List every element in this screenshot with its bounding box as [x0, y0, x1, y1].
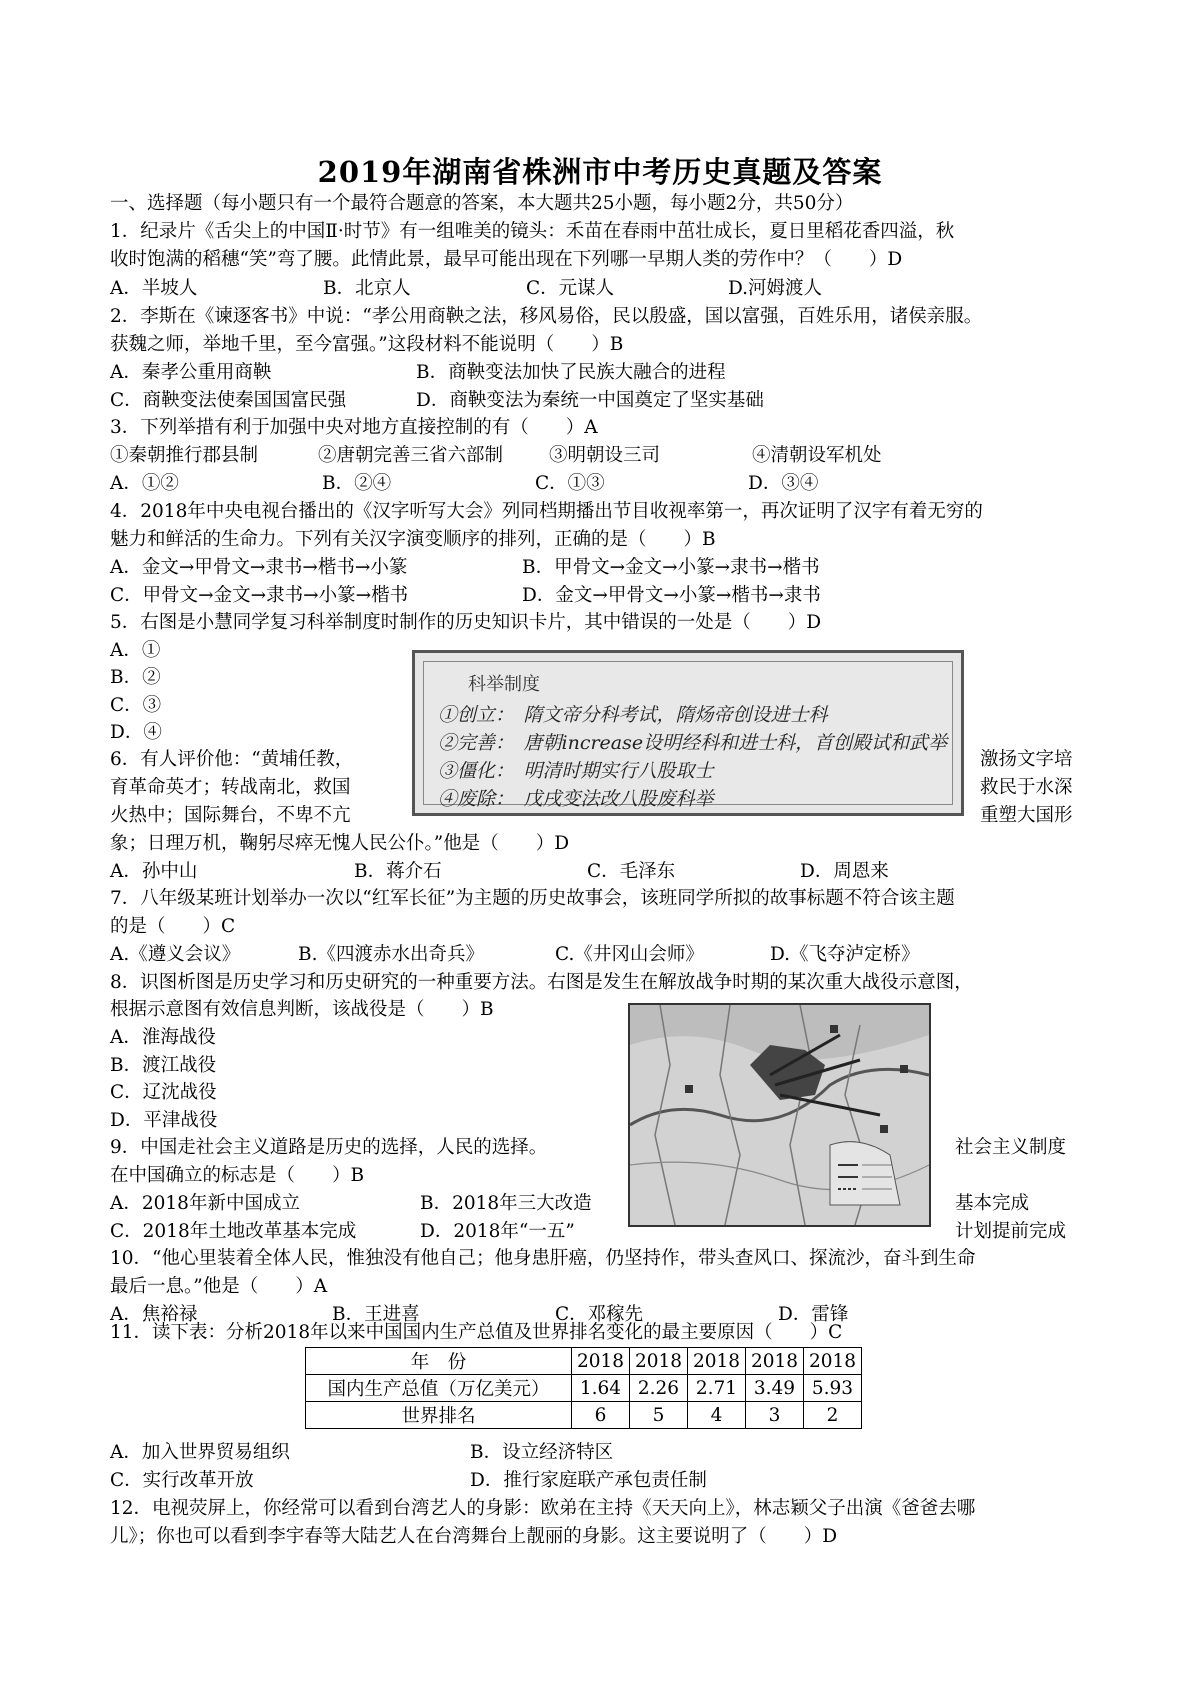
question-8-line-1: 8．识图析图是历史学习和历史研究的一种重要方法。右图是发生在解放战争时期的某次重大战役示意图，	[110, 972, 973, 993]
question-6-option-d: D．周恩来	[800, 861, 889, 882]
card-item-4: ④废除： 戊戌变法改八股废科举	[438, 788, 714, 810]
question-2-option-d: D．商鞅变法为秦统一中国奠定了坚实基础	[416, 390, 764, 411]
question-9-option-b: B．2018年三大改造	[420, 1193, 592, 1214]
question-8-option-b: B．渡江战役	[110, 1055, 217, 1076]
question-4-option-a: A．金文→甲骨文→隶书→楷书→小篆	[110, 557, 408, 578]
question-7-option-d: D.《飞夺泸定桥》	[770, 944, 920, 965]
question-1-option-c: C．元谋人	[526, 278, 615, 299]
question-2-option-a: A．秦孝公重用商鞅	[110, 362, 272, 383]
table-cell: 2.26	[630, 1375, 688, 1402]
page-title: 2019年湖南省株洲市中考历史真题及答案	[317, 155, 883, 189]
question-1-line-2: 收时饱满的稻穗“笑”弯了腰。此情此景，最早可能出现在下列哪一早期人类的劳作中？（ ）D	[110, 249, 903, 270]
table-cell: 2.71	[688, 1375, 746, 1402]
question-5-option-c: C．③	[110, 695, 162, 716]
question-4-option-b: B．甲骨文→金文→小篆→隶书→楷书	[522, 557, 820, 578]
question-7-option-a: A.《遵义会议》	[110, 944, 241, 965]
question-2-option-b: B．商鞅变法加快了民族大融合的进程	[416, 362, 726, 383]
question-4-line-2: 魅力和鲜活的生命力。下列有关汉字演变顺序的排列，正确的是（ ）B	[110, 529, 716, 550]
question-11-line-1: 11．读下表：分析2018年以来中国国内生产总值及世界排名变化的最主要原因（ ）C	[110, 1322, 843, 1343]
table-cell: 2	[804, 1402, 862, 1429]
question-4-line-1: 4．2018年中央电视台播出的《汉字听写大会》列同档期播出节目收视率第一，再次证明了汉字有着无穷的	[110, 501, 983, 522]
question-6-line-2-right: 救民于水深	[980, 777, 1073, 798]
question-1-option-b: B．北京人	[323, 278, 411, 299]
question-5-option-d: D．④	[110, 722, 162, 743]
question-10-option-a: A．焦裕禄	[110, 1304, 198, 1325]
question-2-line-1: 2．李斯在《谏逐客书》中说：“孝公用商鞅之法，移风易俗，民以殷盛，国以富强，百姓乐用，诸侯亲服。	[110, 306, 983, 327]
question-6-line-3-left: 火热中；国际舞台，不卑不亢	[110, 805, 351, 826]
question-3-line-1: 3．下列举措有利于加强中央对地方直接控制的有（ ）A	[110, 417, 598, 438]
question-4-option-c: C．甲骨文→金文→隶书→小篆→楷书	[110, 585, 409, 606]
table-row	[306, 1375, 862, 1402]
question-1-option-a: A．半坡人	[110, 278, 198, 299]
table-cell: 3.49	[746, 1375, 804, 1402]
question-6-option-c: C．毛泽东	[587, 861, 676, 882]
question-5-option-b: B．②	[110, 667, 161, 688]
question-3-option-d: D．③④	[748, 473, 819, 494]
question-3-option-c: C．①③	[535, 473, 605, 494]
question-9-option-d-end: 计划提前完成	[955, 1221, 1067, 1242]
card-item-2: ②完善： 唐朝increase设明经科和进士科，首创殿试和武举	[438, 732, 948, 754]
table-cell: 1.64	[572, 1375, 630, 1402]
question-7-option-b: B.《四渡赤水出奇兵》	[298, 944, 484, 965]
card-item-3: ③僵化： 明清时期实行八股取士	[438, 760, 714, 782]
table-cell: 国内生产总值（万亿美元）	[306, 1375, 572, 1402]
card-item-1: ①创立： 隋文帝分科考试，隋炀帝创设进士科	[438, 704, 828, 726]
question-10-option-d: D．雷锋	[778, 1304, 849, 1325]
table-row	[306, 1348, 862, 1375]
section-heading: 一、选择题（每小题只有一个最符合题意的答案，本大题共25小题，每小题2分，共50分）	[110, 193, 854, 214]
question-5-line-1: 5．右图是小慧同学复习科举制度时制作的历史知识卡片，其中错误的一处是（ ）D	[110, 612, 822, 633]
table-cell: 5.93	[804, 1375, 862, 1402]
question-11-option-d: D．推行家庭联产承包责任制	[470, 1470, 707, 1491]
battle-map-image	[628, 1003, 931, 1227]
question-3-item-1: ①秦朝推行郡县制	[110, 445, 259, 466]
question-12-line-2: 儿》；你也可以看到李宇春等大陆艺人在台湾舞台上靓丽的身影。这主要说明了（ ）D	[110, 1526, 838, 1547]
table-cell: 2018	[688, 1348, 746, 1375]
question-3-option-a: A．①②	[110, 473, 179, 494]
question-9-option-d: D．2018年“一五”	[420, 1221, 575, 1242]
question-4-option-d: D．金文→甲骨文→小篆→楷书→隶书	[522, 585, 821, 606]
question-3-item-3: ③明朝设三司	[549, 445, 661, 466]
question-2-option-c: C．商鞅变法使秦国国富民强	[110, 390, 347, 411]
question-7-line-2: 的是（ ）C	[110, 916, 236, 937]
table-cell: 2018	[630, 1348, 688, 1375]
question-3-item-2: ②唐朝完善三省六部制	[318, 445, 504, 466]
question-3-item-4: ④清朝设军机处	[752, 445, 882, 466]
question-9-option-b-end: 基本完成	[955, 1193, 1030, 1214]
table-cell: 6	[572, 1402, 630, 1429]
table-cell: 2018	[746, 1348, 804, 1375]
question-10-line-1: 10．“他心里装着全体人民，惟独没有他自己；他身患肝癌，仍坚持作，带头查风口、探流沙，奋斗到生命	[110, 1248, 976, 1269]
question-10-line-2: 最后一息。”他是（ ）A	[110, 1276, 328, 1297]
question-9-line-1-left: 9．中国走社会主义道路是历史的选择，人民的选择。	[110, 1137, 548, 1158]
question-7-line-1: 7．八年级某班计划举办一次以“红军长征”为主题的历史故事会，该班同学所拟的故事标题不符合该主题	[110, 888, 955, 909]
question-6-line-4: 象；日理万机，鞠躬尽瘁无愧人民公仆。”他是（ ）D	[110, 833, 570, 854]
table-cell: 4	[688, 1402, 746, 1429]
question-11-option-a: A．加入世界贸易组织	[110, 1442, 290, 1463]
question-8-option-c: C．辽沈战役	[110, 1082, 217, 1103]
question-11-option-c: C．实行改革开放	[110, 1470, 254, 1491]
question-8-option-a: A．淮海战役	[110, 1027, 216, 1048]
question-8-option-d: D．平津战役	[110, 1110, 218, 1131]
question-12-line-1: 12．电视荧屏上，你经常可以看到台湾艺人的身影：欧弟在主持《天天向上》，林志颖父子出演《爸爸去哪	[110, 1498, 976, 1519]
question-6-option-a: A．孙中山	[110, 861, 198, 882]
question-1-option-d: D.河姆渡人	[728, 278, 823, 299]
gdp-table	[305, 1347, 862, 1429]
question-5-option-a: A．①	[110, 640, 161, 661]
question-3-option-b: B．②④	[322, 473, 392, 494]
table-cell: 2018	[572, 1348, 630, 1375]
table-cell: 2018	[804, 1348, 862, 1375]
question-2-line-2: 获魏之师，举地千里，至今富强。”这段材料不能说明（ ）B	[110, 334, 624, 355]
question-11-option-b: B．设立经济特区	[470, 1442, 614, 1463]
question-10-option-c: C．邓稼先	[555, 1304, 644, 1325]
table-cell: 世界排名	[306, 1402, 572, 1429]
question-6-line-1-right: 激扬文字培	[980, 749, 1073, 770]
question-10-option-b: B．王进喜	[332, 1304, 420, 1325]
question-6-option-b: B．蒋介石	[354, 861, 442, 882]
question-6-line-1-left: 6．有人评价他：“黄埔任教，	[110, 749, 354, 770]
table-cell: 年 份	[306, 1348, 572, 1375]
question-9-option-a: A．2018年新中国成立	[110, 1193, 300, 1214]
table-row	[306, 1402, 862, 1429]
keju-knowledge-card	[412, 650, 964, 816]
question-9-line-2: 在中国确立的标志是（ ）B	[110, 1165, 365, 1186]
question-9-line-1-right: 社会主义制度	[955, 1137, 1067, 1158]
question-8-line-2: 根据示意图有效信息判断，该战役是（ ）B	[110, 999, 494, 1020]
question-7-option-c: C.《井冈山会师》	[555, 944, 704, 965]
battle-map-drawing	[630, 1005, 929, 1225]
question-6-line-3-right: 重塑大国形	[980, 805, 1073, 826]
table-cell: 3	[746, 1402, 804, 1429]
question-6-line-2-left: 育革命英才；转战南北，救国	[110, 777, 351, 798]
card-title: 科举制度	[468, 674, 540, 695]
question-9-option-c: C．2018年土地改革基本完成	[110, 1221, 357, 1242]
table-cell: 5	[630, 1402, 688, 1429]
card-frame	[423, 661, 953, 810]
question-1-line-1: 1．纪录片《舌尖上的中国Ⅱ·时节》有一组唯美的镜头：禾苗在春雨中茁壮成长，夏日里稻花香四溢，秋	[110, 221, 955, 242]
